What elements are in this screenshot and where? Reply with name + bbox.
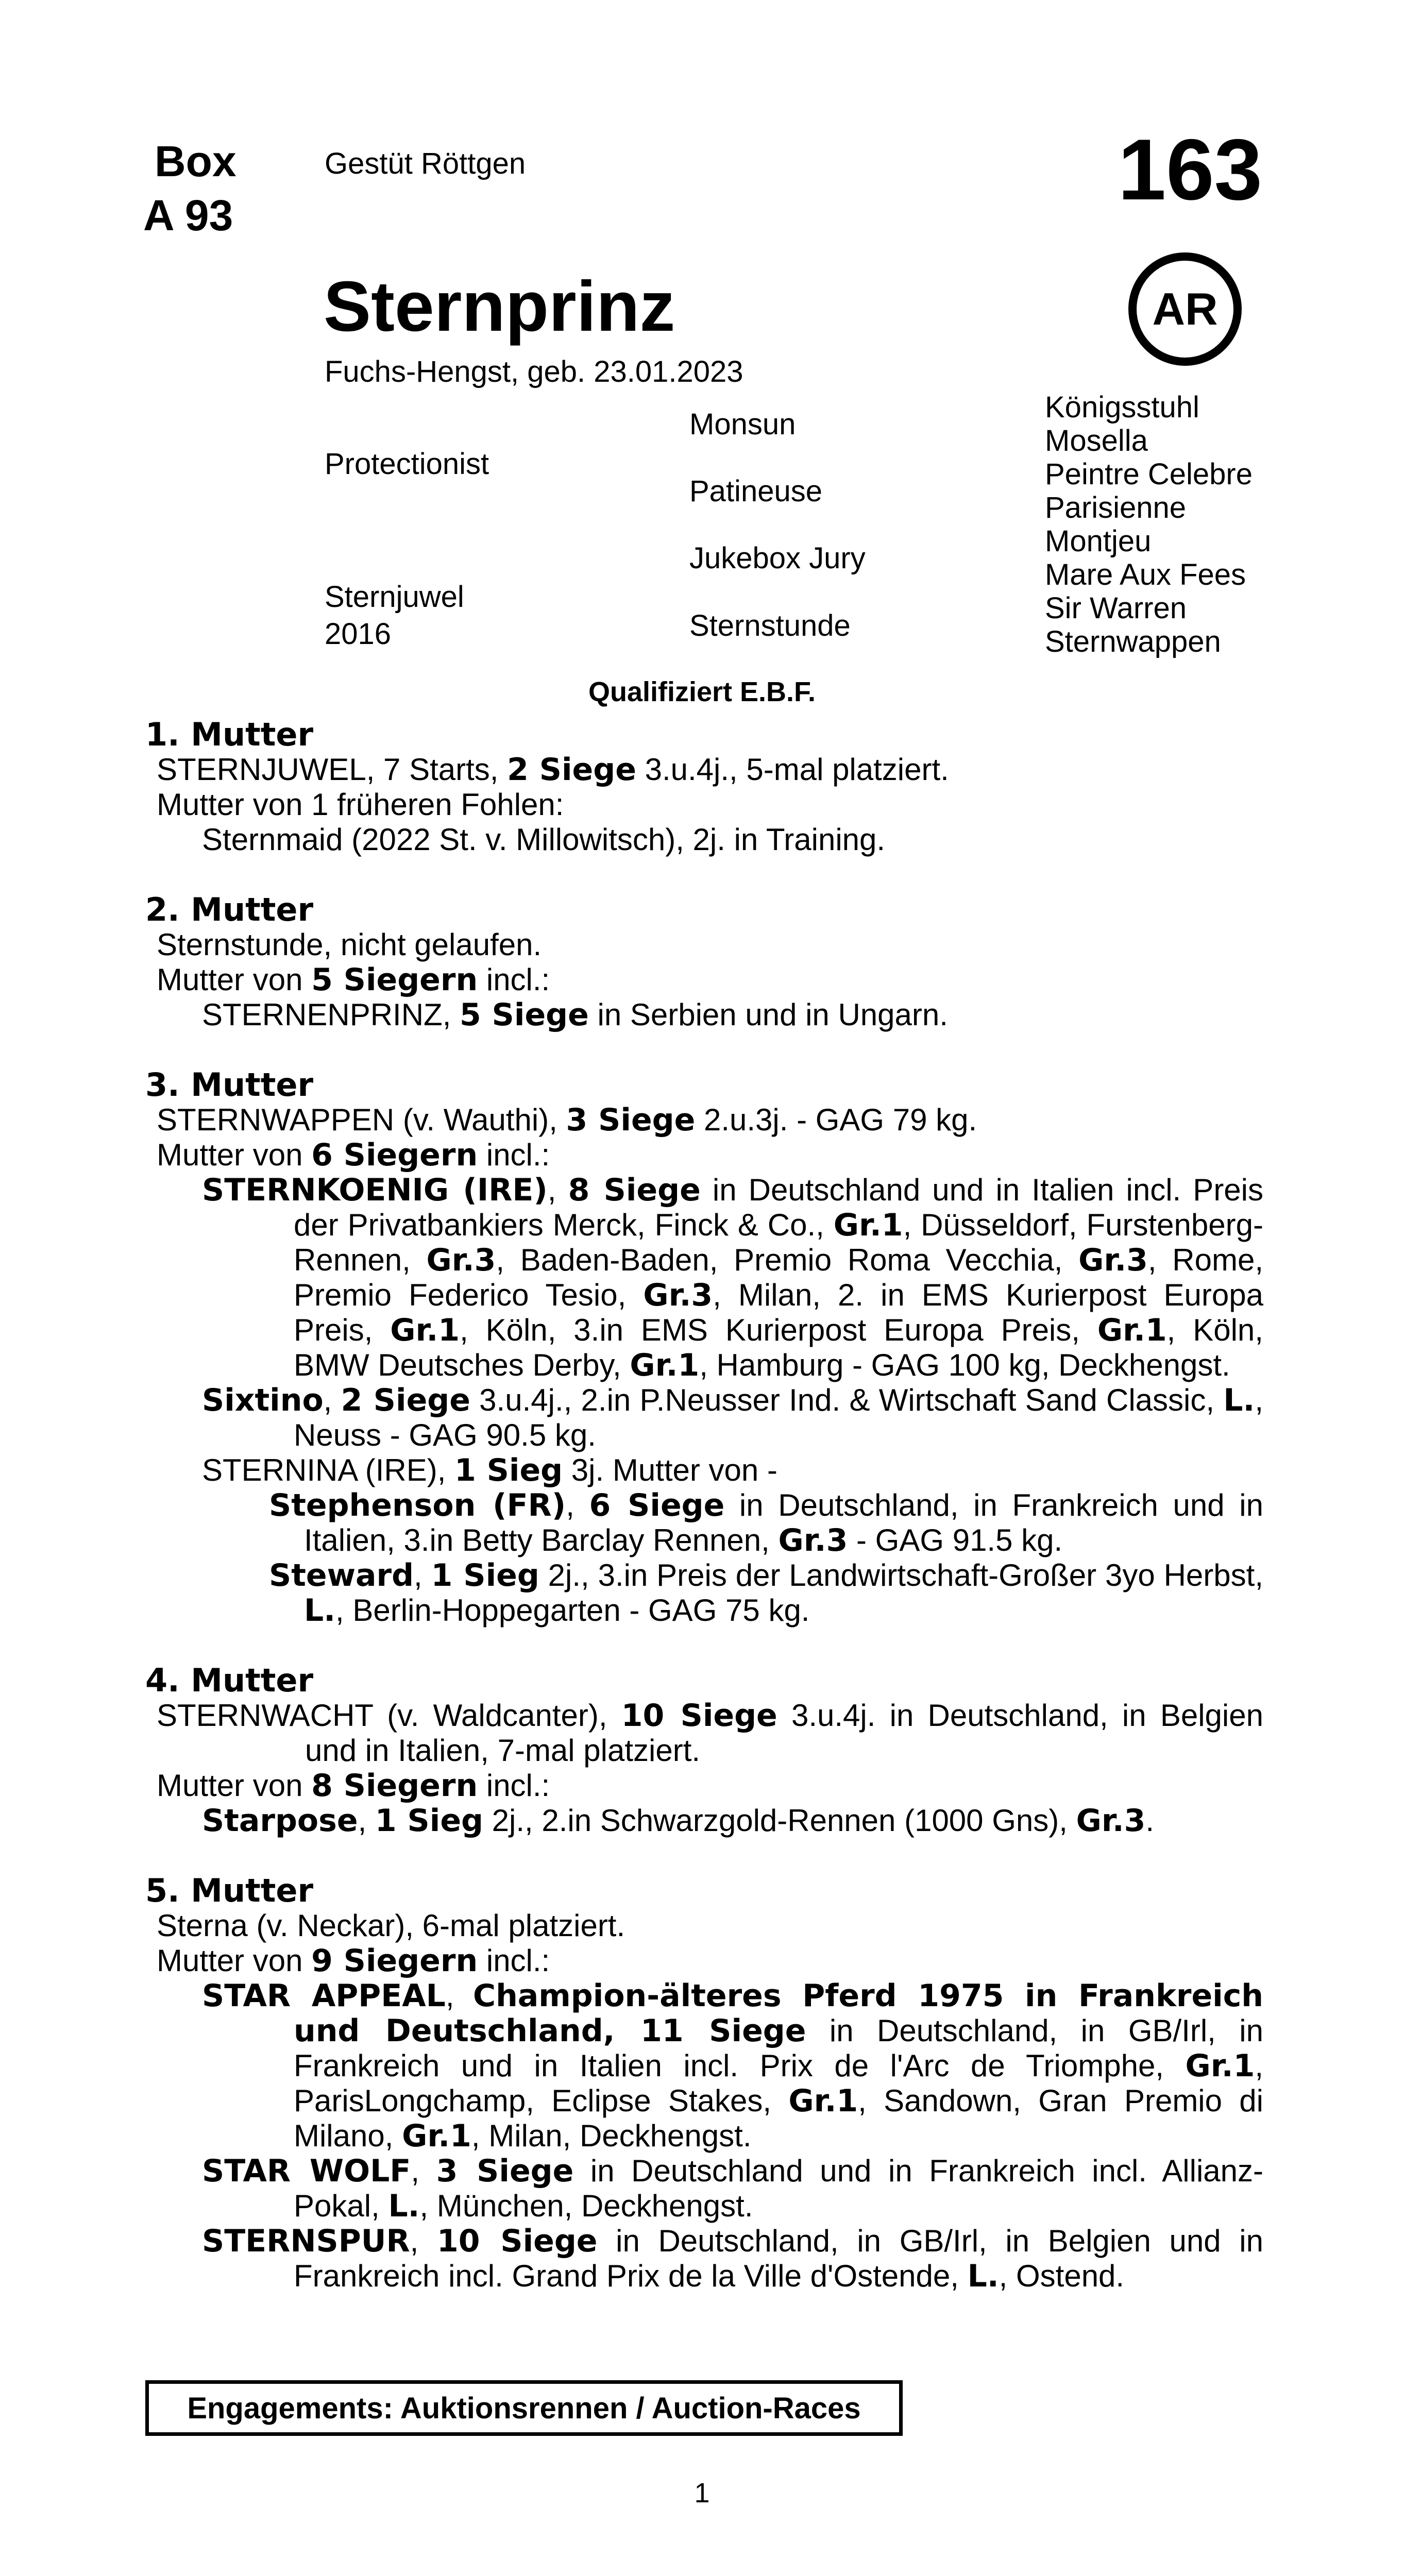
pedigree-dam: Sternjuwel: [325, 580, 464, 614]
section-4-mutter: [145, 1663, 1263, 1838]
section-heading: 1. Mutter: [145, 716, 314, 753]
produce-item: STAR WOLF, 3 Siege in Deutschland und in Frankreich incl. Allianz-Pokal, L., München, Deckhengst.: [202, 2153, 1263, 2224]
pedigree-sire-dam: Patineuse: [689, 474, 822, 508]
dam-record: STERNWAPPEN (v. Wauthi), 3 Siege 2.u.3j. - GAG 79 kg.: [157, 1102, 977, 1138]
pedigree-gen3-6: Mare Aux Fees: [1045, 558, 1246, 591]
produce-item: Sixtino, 2 Siege 3.u.4j., 2.in P.Neusser Ind. & Wirtschaft Sand Classic, L., Neuss - GAG 90.5 kg.: [202, 1382, 1263, 1452]
produce-item: STERNKOENIG (IRE), 8 Siege in Deutschland und in Italien incl. Preis der Privatbankiers Merck, Finck & Co., Gr.1, Düsseldorf, Furstenberg-Rennen, Gr.3, Baden-Baden, Premio Roma Vecchia, Gr.3, Rome, Premio Federico Tesio, Gr.3, Milan, 2. in EMS Kurierpost Europa Preis, Gr.1, Köln, 3.in EMS Kurierpost Europa Preis, Gr.1, Köln, BMW Deutsches Derby, Gr.1, Hamburg - GAG 100 kg, Deckhengst.: [202, 1172, 1264, 1383]
dam-record: Sterna (v. Neckar), 6-mal platziert.: [157, 1908, 625, 1943]
produce-item: STERNSPUR, 10 Siege in Deutschland, in GB/Irl, in Belgien und in Frankreich incl. Grand Prix de la Ville d'Ostende, L., Ostend.: [202, 2223, 1263, 2294]
produce-intro: Mutter von 1 früheren Fohlen:: [157, 787, 564, 822]
pedigree-dam-sire: Jukebox Jury: [689, 541, 866, 575]
section-heading: 2. Mutter: [145, 891, 314, 928]
horse-name: Sternprinz: [324, 267, 675, 346]
pedigree-gen3-8: Sternwappen: [1045, 625, 1221, 658]
pedigree-gen3-7: Sir Warren: [1045, 591, 1187, 625]
ar-badge: AR: [1128, 252, 1242, 366]
section-1-mutter: [145, 717, 1263, 857]
dam-record: STERNJUWEL, 7 Starts, 2 Siege 3.u.4j., 5-mal platziert.: [157, 752, 949, 788]
section-3-mutter: [145, 1067, 1263, 1628]
produce-intro: Mutter von 8 Siegern incl.:: [157, 1768, 550, 1804]
engagements-box: Engagements: Auktionsrennen / Auction-Races: [145, 2380, 903, 2436]
produce-item: STERNINA (IRE), 1 Sieg 3j. Mutter von -: [202, 1452, 777, 1488]
qualification: Qualifiziert E.B.F.: [588, 676, 816, 707]
grand-produce-item: Steward, 1 Sieg 2j., 3.in Preis der Landwirtschaft-Großer 3yo Herbst, L., Berlin-Hoppegarten - GAG 75 kg.: [269, 1557, 1263, 1629]
section-heading: 3. Mutter: [145, 1066, 314, 1104]
pedigree-dam-dam: Sternstunde: [689, 609, 851, 642]
grand-produce-item: Stephenson (FR), 6 Siege in Deutschland, in Frankreich und in Italien, 3.in Betty Barclay Rennen, Gr.3 - GAG 91.5 kg.: [269, 1487, 1264, 1558]
family-content: [145, 717, 1263, 2329]
produce-item: STERNENPRINZ, 5 Siege in Serbien und in Ungarn.: [202, 997, 948, 1033]
pedigree-gen3-3: Peintre Celebre: [1045, 457, 1253, 491]
pedigree-gen3-2: Mosella: [1045, 424, 1148, 457]
produce-intro: Mutter von 9 Siegern incl.:: [157, 1943, 550, 1979]
section-2-mutter: [145, 892, 1263, 1032]
box-label: Box: [155, 137, 236, 185]
produce-item: Sternmaid (2022 St. v. Millowitsch), 2j. in Training.: [202, 822, 886, 857]
box-number: A 93: [143, 191, 233, 240]
pedigree-sire: Protectionist: [325, 447, 489, 481]
pedigree-gen3-4: Parisienne: [1045, 491, 1187, 524]
produce-item: STAR APPEAL, Champion-älteres Pferd 1975 in Frankreich und Deutschland, 11 Siege in Deutschland, in GB/Irl, in Frankreich und in Italien incl. Prix de l'Arc de Triomphe, Gr.1, ParisLongchamp, Eclipse Stakes, Gr.1, Sandown, Gran Premio di Milano, Gr.1, Milan, Deckhengst.: [202, 1978, 1263, 2154]
horse-description: Fuchs-Hengst, geb. 23.01.2023: [325, 355, 743, 388]
lot-number: 163: [1118, 121, 1262, 218]
dam-record: STERNWACHT (v. Waldcanter), 10 Siege 3.u.4j. in Deutschland, in Belgien und in Italien, 7-mal platziert.: [157, 1698, 1263, 1768]
page-number: 1: [694, 2478, 710, 2509]
section-heading: 4. Mutter: [145, 1662, 314, 1699]
section-heading: 5. Mutter: [145, 1872, 314, 1909]
pedigree-dam-year: 2016: [325, 617, 392, 651]
produce-item: Starpose, 1 Sieg 2j., 2.in Schwarzgold-Rennen (1000 Gns), Gr.3.: [202, 1803, 1155, 1839]
pedigree-sire-sire: Monsun: [689, 408, 796, 441]
section-5-mutter: [145, 1873, 1263, 2294]
produce-intro: Mutter von 6 Siegern incl.:: [157, 1137, 550, 1173]
produce-intro: Mutter von 5 Siegern incl.:: [157, 962, 550, 998]
pedigree-gen3-5: Montjeu: [1045, 524, 1152, 558]
consignor: Gestüt Röttgen: [325, 147, 526, 180]
pedigree-gen3-1: Königsstuhl: [1045, 391, 1199, 424]
dam-record: Sternstunde, nicht gelaufen.: [157, 927, 542, 962]
